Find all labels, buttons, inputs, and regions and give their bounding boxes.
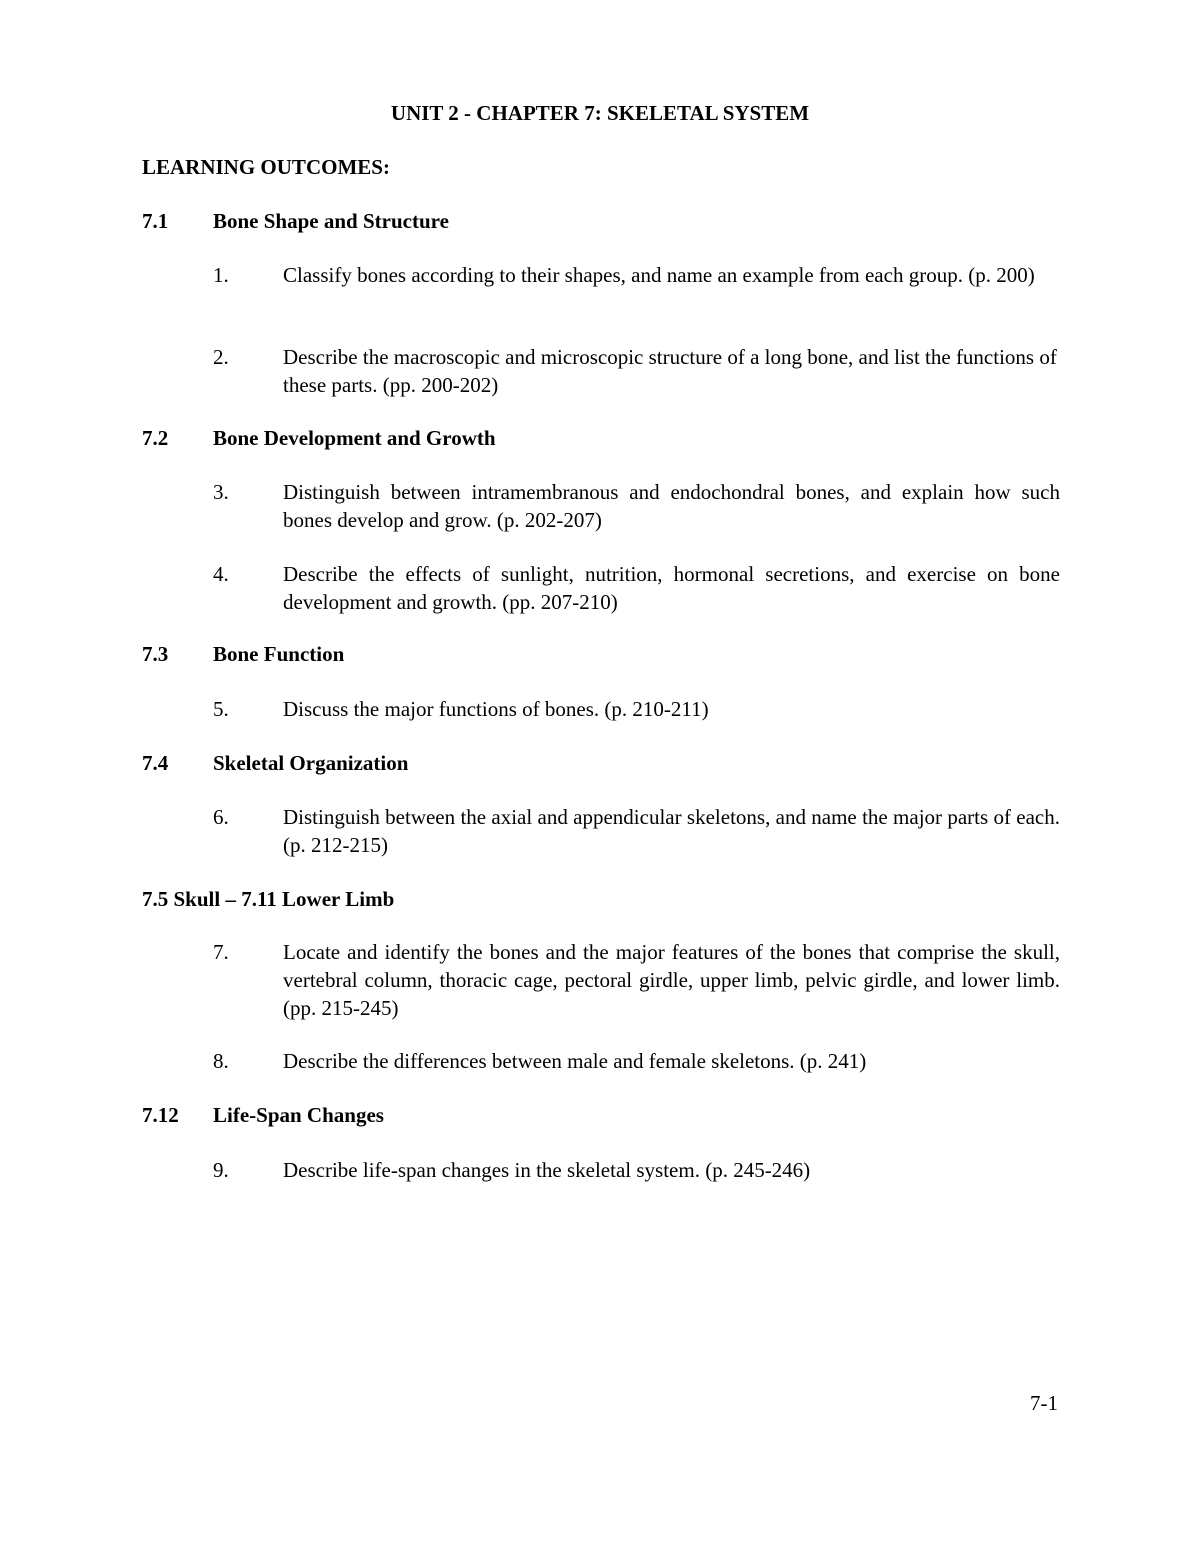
section-heading (142, 885, 394, 913)
item-text: Classify bones according to their shapes, and name an example from each group. (p. 200) (283, 263, 1035, 287)
item-number: 4. (213, 562, 229, 586)
section-heading (142, 1101, 384, 1129)
list-item (213, 1047, 1060, 1075)
list-item (213, 261, 1060, 289)
list-item (213, 803, 1060, 859)
item-text: Distinguish between the axial and appendicular skeletons, and name the major parts of each. (p. 212-215) (283, 805, 1060, 857)
section-heading (142, 424, 496, 452)
section-title: Bone Function (213, 642, 345, 666)
section-number: 7.1 (142, 209, 169, 233)
section-title: Life-Span Changes (213, 1103, 384, 1127)
section-heading (142, 749, 408, 777)
item-number: 1. (213, 263, 229, 287)
list-item (213, 695, 1060, 723)
item-text: Discuss the major functions of bones. (p. 210-211) (283, 697, 709, 721)
learning-outcomes-heading: LEARNING OUTCOMES: (142, 155, 390, 179)
item-text: Describe the macroscopic and microscopic structure of a long bone, and list the functions of these parts. (pp. 200-202) (283, 345, 1057, 397)
list-item (213, 1156, 1060, 1184)
item-number: 5. (213, 697, 229, 721)
item-text: Describe life-span changes in the skeletal system. (p. 245-246) (283, 1158, 811, 1182)
page-number: 7-1 (1030, 1391, 1058, 1415)
item-number: 2. (213, 345, 229, 369)
item-text: Distinguish between intramembranous and endochondral bones, and explain how such bones develop and grow. (p. 202-207) (283, 480, 1060, 532)
page-title: UNIT 2 - CHAPTER 7: SKELETAL SYSTEM (390, 101, 810, 125)
section-title: 7.5 Skull – 7.11 Lower Limb (142, 887, 395, 911)
section-title: Bone Development and Growth (213, 426, 496, 450)
list-item (213, 938, 1060, 1022)
item-number: 8. (213, 1049, 229, 1073)
section-title: Skeletal Organization (213, 751, 409, 775)
item-number: 3. (213, 480, 229, 504)
item-number: 6. (213, 805, 229, 829)
section-heading (142, 640, 344, 668)
list-item (213, 560, 1060, 616)
list-item (213, 343, 1060, 399)
item-text: Describe the differences between male and female skeletons. (p. 241) (283, 1049, 867, 1073)
item-text: Locate and identify the bones and the major features of the bones that comprise the skull, vertebral column, thoracic cage, pectoral girdle, upper limb, pelvic girdle, and lower limb. (pp. 215-245) (283, 940, 1060, 1020)
section-heading (142, 207, 449, 235)
section-number: 7.2 (142, 426, 169, 450)
section-title: Bone Shape and Structure (213, 209, 449, 233)
item-number: 9. (213, 1158, 229, 1182)
item-number: 7. (213, 940, 229, 964)
item-text: Describe the effects of sunlight, nutrition, hormonal secretions, and exercise on bone development and growth. (pp. 207-210) (283, 562, 1060, 614)
list-item (213, 478, 1060, 534)
section-number: 7.12 (142, 1103, 179, 1127)
section-number: 7.4 (142, 751, 169, 775)
section-number: 7.3 (142, 642, 169, 666)
